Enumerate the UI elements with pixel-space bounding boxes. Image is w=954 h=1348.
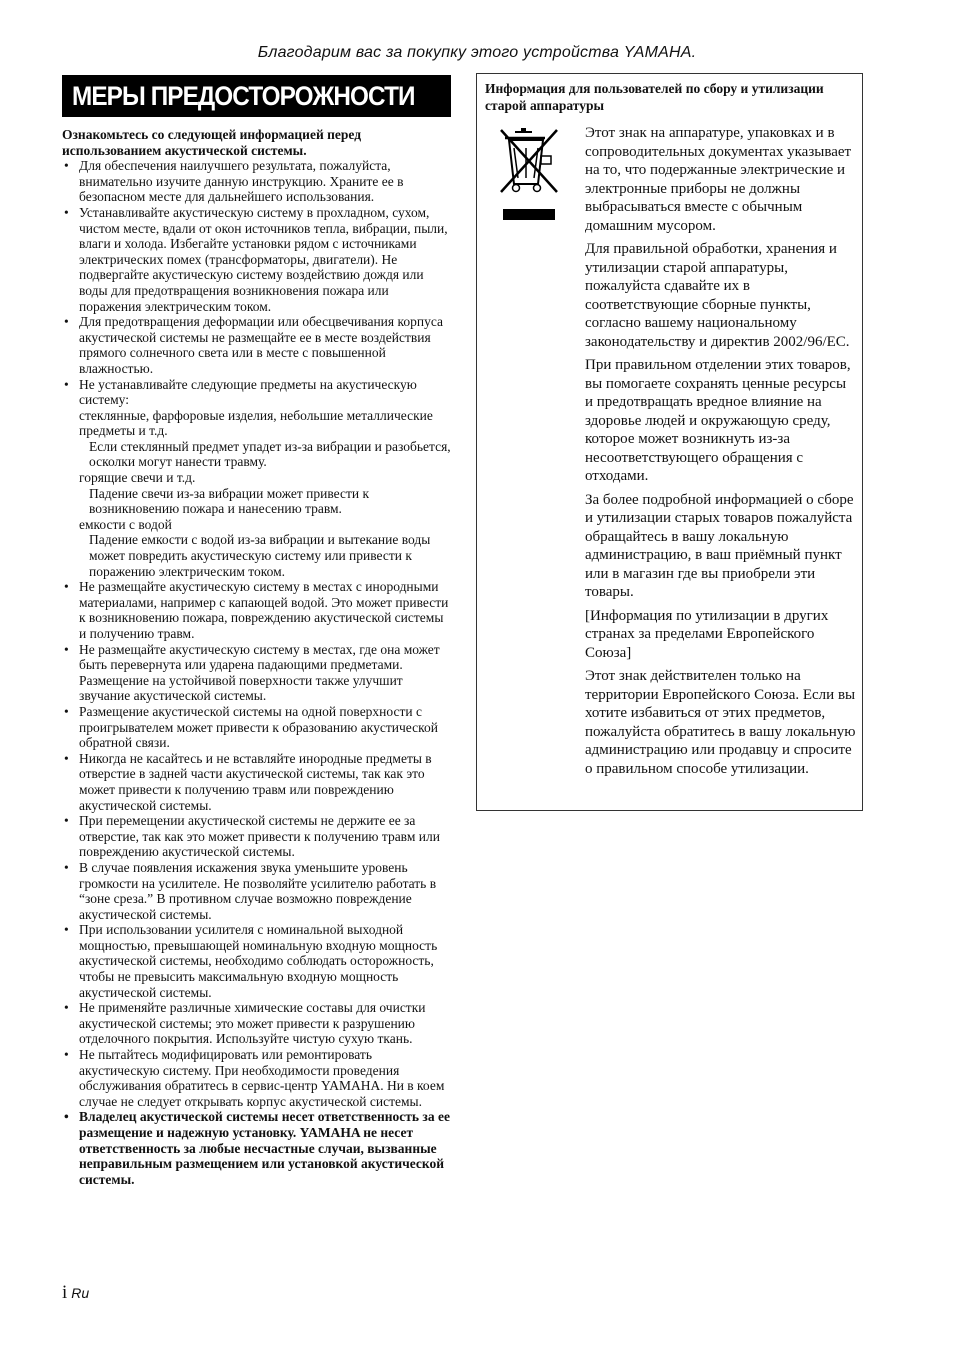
box-paragraph: Для правильной обработки, хранения и утилизации старой аппаратуры, пожалуйста сдавайте их в соответствующие сборные пункты, согласно вашему национальному законодательству и директив 2002/96/ЕС. bbox=[585, 241, 850, 350]
disposal-info-box bbox=[476, 73, 863, 811]
item-text: Не размещайте акустическую систему в местах, где она может быть перевернута или ударена падающими предметами. Размещение на устойчивой поверхности также улучшит звучание акустической системы. bbox=[79, 641, 440, 704]
box-title: Информация для пользователей по сбору и утилизации старой аппаратуры bbox=[485, 81, 824, 113]
item-text: Не пытайтесь модифицировать или ремонтировать акустическую систему. При необходимости проведения обслуживания обратитесь в сервис-центр YAMAHA. Ни в коем случае не следует открывать корпус акустической системы. bbox=[79, 1047, 445, 1109]
list-item bbox=[62, 1109, 452, 1187]
list-item bbox=[62, 704, 452, 751]
item-text: При перемещении акустической системы не держите ее за отверстие, так как это может привести к получению травм или повреждению акустической системы. bbox=[79, 813, 440, 860]
page-footer bbox=[62, 1282, 89, 1304]
list-item bbox=[62, 158, 452, 205]
bullet-icon: • bbox=[64, 859, 69, 875]
sub-item-label: стеклянные, фарфоровые изделия, небольшие металлические предметы и т.д. bbox=[79, 407, 433, 439]
bullet-icon: • bbox=[64, 703, 69, 719]
item-text: Не применяйте различные химические составы для очистки акустической системы; это может привести к разрушению отделочного покрытия. Используйте чистую сухую ткань. bbox=[79, 1000, 426, 1047]
item-text: Для обеспечения наилучшего результата, пожалуйста, внимательно изучите данную инструкцию. Храните ее в безопасном месте для дальнейшего использования. bbox=[79, 158, 404, 205]
item-text: Устанавливайте акустическую систему в прохладном, сухом, чистом месте, вдали от окон источников тепла, вибрации, пыли, влаги и холода. Избегайте установки рядом с источниками электрических помех (трансформаторы, двигатели). Не подвергайте акустическую систему воздействию дождя или воды для предотвращения возникновения пожара или поражения электрическим током. bbox=[79, 204, 448, 314]
bullet-icon: • bbox=[64, 750, 69, 766]
list-item bbox=[62, 1047, 452, 1109]
box-text bbox=[585, 124, 857, 783]
bullet-icon: • bbox=[64, 1047, 69, 1063]
bullet-icon: • bbox=[64, 1109, 69, 1125]
precautions-column bbox=[62, 127, 452, 1187]
bullet-icon: • bbox=[64, 204, 69, 220]
item-text: Для предотвращения деформации или обесцвечивания корпуса акустической системы не размещайте ее в месте воздействия прямого солнечного света или в месте с повышенной влажностью. bbox=[79, 314, 443, 376]
box-paragraph: При правильном отделении этих товаров, вы помогаете сохранять ценные ресурсы и предотвращать вредное влияние на здоровье людей и окружающую среду, которое может возникнуть из-за несоответствующего обращения с отходами. bbox=[585, 357, 851, 484]
box-paragraph: Этот знак действителен только на территории Европейского Союза. Если вы хотите избавиться от этих предметов, пожалуйста обратитесь в вашу локальную администрацию или продавцу и спросите о правильном способе утилизации. bbox=[585, 668, 856, 777]
list-item bbox=[62, 205, 452, 314]
item-text: Не устанавливайте следующие предметы на акустическую систему: bbox=[79, 376, 417, 408]
language-code: Ru bbox=[71, 1285, 90, 1301]
intro-text: Ознакомьтесь со следующей информацией перед использованием акустической системы. bbox=[62, 127, 362, 158]
sub-item-label: горящие свечи и т.д. bbox=[79, 470, 196, 486]
list-item bbox=[62, 751, 452, 813]
bullet-icon: • bbox=[64, 813, 69, 829]
precautions-list bbox=[62, 158, 452, 1187]
sub-item-label: емкости с водой bbox=[79, 516, 172, 532]
bullet-icon: • bbox=[64, 579, 69, 595]
box-paragraph: [Информация по утилизации в других странах за пределами Европейского Союза] bbox=[585, 607, 829, 661]
page-number: i bbox=[62, 1282, 68, 1303]
box-paragraph: Этот знак на аппаратуре, упаковках и в сопроводительных документах указывает на то, что подержанные электрические и электронные приборы не должны выбрасываться вместе с обычным домашним мусором. bbox=[585, 125, 852, 234]
bullet-icon: • bbox=[64, 641, 69, 657]
page-title-banner bbox=[62, 75, 451, 117]
list-item bbox=[62, 377, 452, 580]
list-item bbox=[62, 642, 452, 704]
sub-item-desc: Падение свечи из-за вибрации может привести к возникновению пожара и нанесению травм. bbox=[89, 485, 370, 517]
item-text: Не размещайте акустическую систему в местах с инородными материалами, например с капающей водой. Это может привести к возникновению пожара, повреждению акустической системы и получению травм. bbox=[79, 579, 449, 641]
bullet-icon: • bbox=[64, 376, 69, 392]
bullet-icon: • bbox=[64, 158, 69, 174]
list-item bbox=[62, 922, 452, 1000]
list-item bbox=[62, 314, 452, 376]
list-item bbox=[62, 1000, 452, 1047]
item-text: В случае появления искажения звука уменьшите уровень громкости на усилителе. Не позволяйте усилителю работать в “зоне среза.” В противном случае возможно повреждение акустической системы. bbox=[79, 859, 437, 922]
thanks-line: Благодарим вас за покупку этого устройства YAMAHA. bbox=[257, 44, 697, 61]
crossed-bin-icon bbox=[497, 126, 563, 222]
item-text: Размещение акустической системы на одной поверхности с проигрывателем может привести к образованию акустической обратной связи. bbox=[79, 703, 438, 751]
sub-item-desc: Падение емкости с водой из-за вибрации и вытекание воды может повредить акустическую систему или привести к поражению электрическим током. bbox=[89, 532, 431, 579]
item-text: Никогда не касайтесь и не вставляйте инородные предметы в отверстие в задней части акустической системы, так как это может привести к получению травм или повреждению акустической системы. bbox=[79, 750, 432, 813]
bullet-icon: • bbox=[64, 922, 69, 938]
page-title: МЕРЫ ПРЕДОСТОРОЖНОСТИ bbox=[72, 81, 415, 111]
item-text: Владелец акустической системы несет ответственность за ее размещение и надежную установку. YAMAHA не несет ответственность за любые несчастные случаи, вызванные неправильным размещением или установкой акустической системы. bbox=[79, 1109, 450, 1187]
list-item bbox=[62, 813, 452, 860]
bullet-icon: • bbox=[64, 314, 69, 330]
list-item bbox=[62, 579, 452, 641]
sub-item-desc: Если стеклянный предмет упадет из-за вибрации и разобьется, осколки могут нанести травму. bbox=[89, 438, 451, 470]
list-item bbox=[62, 860, 452, 922]
bullet-icon: • bbox=[64, 1000, 69, 1016]
item-text: При использовании усилителя с номинальной выходной мощностью, превышающей номинальную входную мощность акустической системы, необходимо соблюдать осторожность, чтобы не превысить максимальную входную мощность акустической системы. bbox=[79, 922, 438, 1000]
box-paragraph: За более подробной информацией о сборе и утилизации старых товаров пожалуйста обращайтесь в вашу локальную администрацию, в ваш приёмный пункт или в магазин где вы приобрели эти товары. bbox=[585, 491, 854, 600]
